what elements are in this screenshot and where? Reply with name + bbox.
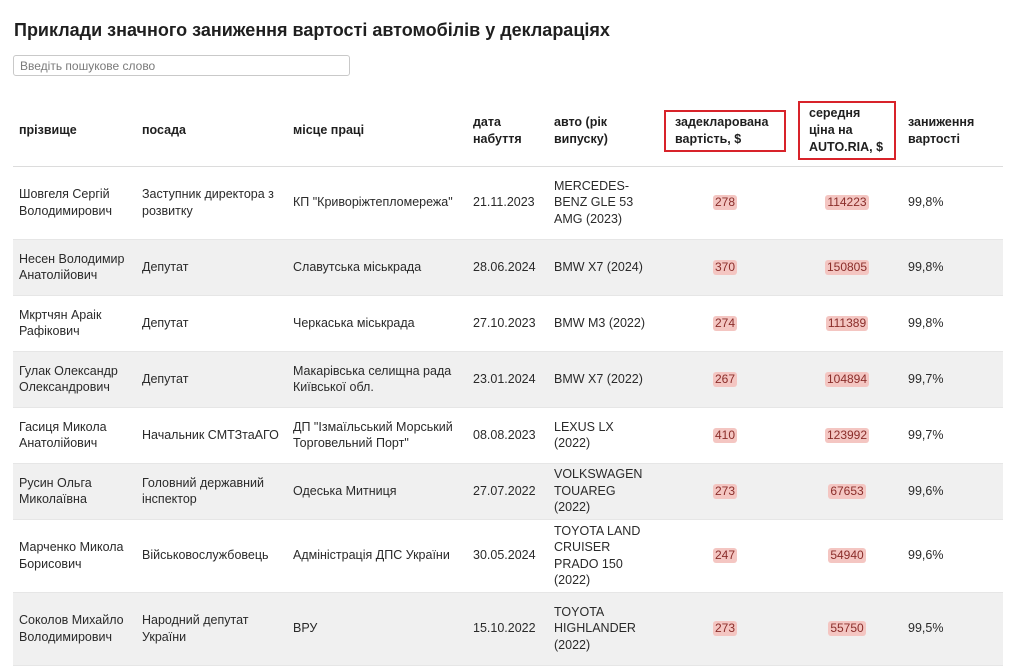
cell-date: 23.01.2024 bbox=[467, 351, 548, 407]
cell-avg-price bbox=[792, 239, 902, 295]
cell-understatement: 99,8% bbox=[902, 295, 1003, 351]
table-row bbox=[13, 463, 1003, 519]
col-header-avg-price[interactable] bbox=[792, 96, 902, 166]
cell-declared bbox=[658, 351, 792, 407]
cell-avg-price bbox=[792, 295, 902, 351]
cell-date: 08.08.2023 bbox=[467, 407, 548, 463]
cell-car: BMW X7 (2024) bbox=[548, 239, 658, 295]
declared-highlight-box: задекларована вартість, $ bbox=[664, 110, 786, 152]
declared-value-badge: 273 bbox=[714, 621, 736, 636]
col-header-date[interactable]: дата набуття bbox=[467, 96, 548, 166]
search-input[interactable] bbox=[13, 55, 350, 76]
cell-date: 21.11.2023 bbox=[467, 166, 548, 239]
cell-surname: Гасиця Микола Анатолійович bbox=[13, 407, 136, 463]
cell-avg-price bbox=[792, 407, 902, 463]
cell-understatement: 99,6% bbox=[902, 519, 1003, 592]
cell-position: Військовослужбовець bbox=[136, 519, 287, 592]
cell-car: BMW M3 (2022) bbox=[548, 295, 658, 351]
cell-car: MERCEDES-BENZ GLE 53 AMG (2023) bbox=[548, 166, 658, 239]
cell-workplace: Одеська Митниця bbox=[287, 463, 467, 519]
cell-workplace: Славутська міськрада bbox=[287, 239, 467, 295]
cell-position: Начальник СМТЗтаАГО bbox=[136, 407, 287, 463]
avg-price-value-badge: 111389 bbox=[827, 315, 867, 330]
cell-surname: Шовгеля Сергій Володимирович bbox=[13, 166, 136, 239]
cell-declared bbox=[658, 592, 792, 665]
table-row bbox=[13, 407, 1003, 463]
data-table bbox=[13, 96, 1003, 666]
cell-surname: Русин Ольга Миколаївна bbox=[13, 463, 136, 519]
cell-avg-price bbox=[792, 463, 902, 519]
page-title: Приклади значного заниження вартості автомобілів у деклараціях bbox=[14, 20, 610, 40]
avg-price-value-badge: 104894 bbox=[826, 371, 868, 386]
avg-price-highlight-box: середня ціна на AUTO.RIA, $ bbox=[798, 101, 896, 160]
declared-value-badge: 274 bbox=[714, 315, 736, 330]
avg-price-value-badge: 55750 bbox=[830, 621, 864, 636]
cell-position: Депутат bbox=[136, 351, 287, 407]
cell-declared bbox=[658, 295, 792, 351]
cell-understatement: 99,7% bbox=[902, 351, 1003, 407]
cell-car: TOYOTA LAND CRUISER PRADO 150 (2022) bbox=[548, 519, 658, 592]
avg-price-value-badge: 54940 bbox=[830, 548, 864, 563]
cell-avg-price bbox=[792, 351, 902, 407]
table-row bbox=[13, 592, 1003, 665]
header-row bbox=[13, 96, 1003, 166]
cell-understatement: 99,6% bbox=[902, 463, 1003, 519]
cell-avg-price bbox=[792, 166, 902, 239]
col-header-declared[interactable] bbox=[658, 96, 792, 166]
col-header-understatement[interactable]: заниження вартості bbox=[902, 96, 1003, 166]
cell-position: Народний депутат України bbox=[136, 592, 287, 665]
table-row bbox=[13, 295, 1003, 351]
declared-value-badge: 267 bbox=[714, 371, 736, 386]
cell-understatement: 99,7% bbox=[902, 407, 1003, 463]
table-row bbox=[13, 351, 1003, 407]
declared-value-badge: 410 bbox=[714, 427, 736, 442]
cell-date: 27.10.2023 bbox=[467, 295, 548, 351]
declared-value-badge: 247 bbox=[714, 548, 736, 563]
cell-workplace: КП "Криворіжтепломережа" bbox=[287, 166, 467, 239]
cell-understatement: 99,8% bbox=[902, 166, 1003, 239]
declared-value-badge: 273 bbox=[714, 483, 736, 498]
table-row bbox=[13, 519, 1003, 592]
col-header-position[interactable]: посада bbox=[136, 96, 287, 166]
avg-price-value-badge: 67653 bbox=[830, 483, 864, 498]
cell-understatement: 99,8% bbox=[902, 239, 1003, 295]
cell-declared bbox=[658, 463, 792, 519]
cell-declared bbox=[658, 407, 792, 463]
cell-workplace: Адміністрація ДПС України bbox=[287, 519, 467, 592]
cell-surname: Несен Володимир Анатолійович bbox=[13, 239, 136, 295]
avg-price-value-badge: 150805 bbox=[826, 259, 868, 274]
cell-surname: Марченко Микола Борисович bbox=[13, 519, 136, 592]
cell-car: BMW X7 (2022) bbox=[548, 351, 658, 407]
cell-workplace: Макарівська селищна рада Київської обл. bbox=[287, 351, 467, 407]
cell-position: Головний державний інспектор bbox=[136, 463, 287, 519]
cell-declared bbox=[658, 519, 792, 592]
table-body bbox=[13, 166, 1003, 665]
cell-car: TOYOTA HIGHLANDER (2022) bbox=[548, 592, 658, 665]
cell-car: VOLKSWAGEN TOUAREG (2022) bbox=[548, 463, 658, 519]
cell-date: 15.10.2022 bbox=[467, 592, 548, 665]
avg-price-value-badge: 123992 bbox=[826, 427, 868, 442]
cell-workplace: Черкаська міськрада bbox=[287, 295, 467, 351]
cell-surname: Соколов Михайло Володимирович bbox=[13, 592, 136, 665]
cell-workplace: ВРУ bbox=[287, 592, 467, 665]
cell-workplace: ДП "Ізмаїльський Морський Торговельний Порт" bbox=[287, 407, 467, 463]
col-header-car[interactable]: авто (рік випуску) bbox=[548, 96, 658, 166]
cell-position: Депутат bbox=[136, 295, 287, 351]
cell-position: Заступник директора з розвитку bbox=[136, 166, 287, 239]
cell-surname: Мкртчян Араік Рафікович bbox=[13, 295, 136, 351]
cell-surname: Гулак Олександр Олександрович bbox=[13, 351, 136, 407]
avg-price-value-badge: 114223 bbox=[827, 195, 867, 210]
col-header-surname[interactable]: прізвище bbox=[13, 96, 136, 166]
cell-declared bbox=[658, 166, 792, 239]
cell-date: 27.07.2022 bbox=[467, 463, 548, 519]
col-header-workplace[interactable]: місце праці bbox=[287, 96, 467, 166]
cell-declared bbox=[658, 239, 792, 295]
cell-date: 30.05.2024 bbox=[467, 519, 548, 592]
cell-date: 28.06.2024 bbox=[467, 239, 548, 295]
table-row bbox=[13, 239, 1003, 295]
cell-car: LEXUS LX (2022) bbox=[548, 407, 658, 463]
declared-value-badge: 370 bbox=[714, 259, 736, 274]
cell-avg-price bbox=[792, 519, 902, 592]
declared-value-badge: 278 bbox=[714, 195, 736, 210]
table-row bbox=[13, 166, 1003, 239]
cell-understatement: 99,5% bbox=[902, 592, 1003, 665]
cell-position: Депутат bbox=[136, 239, 287, 295]
cell-avg-price bbox=[792, 592, 902, 665]
